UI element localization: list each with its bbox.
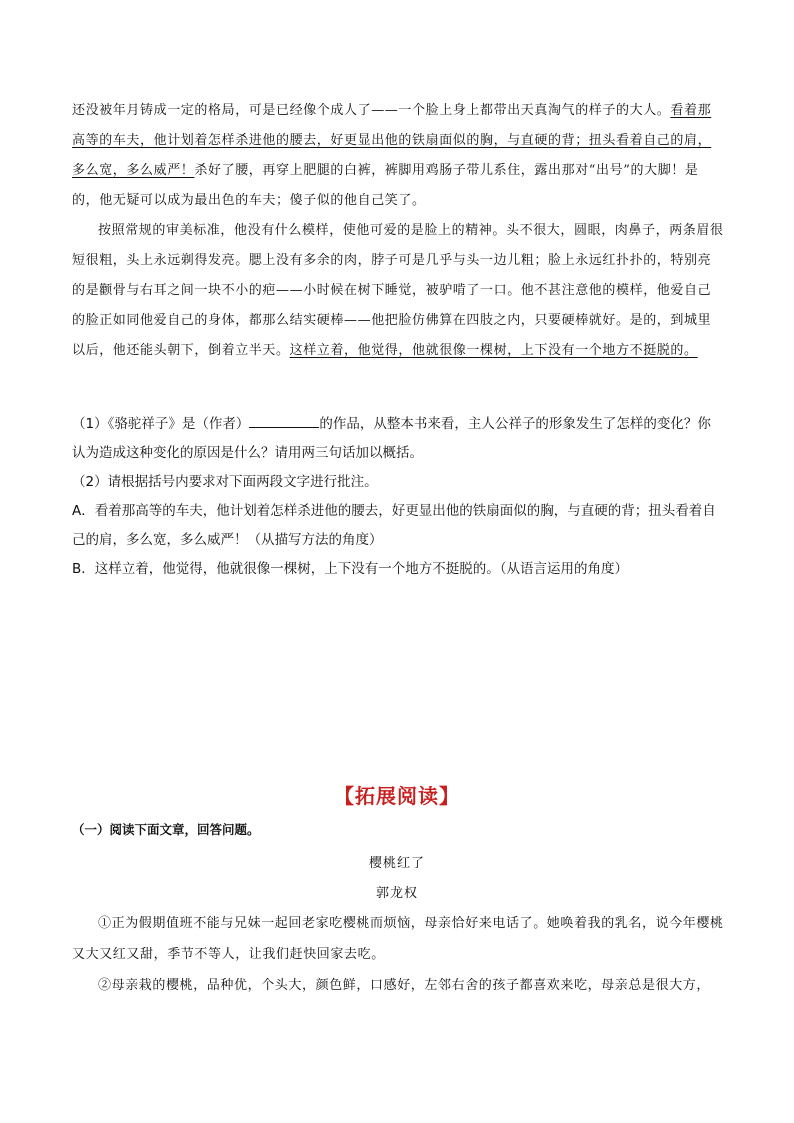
sentence-text: 还没被年月铸成一定的格局，可是已经像个成人了——一个脸上身上都带出天真淘气的样子的大人。 [72,103,671,118]
question-1-suffix: 的作品，从整本书来看，主人公祥子的形象发生了怎样的变化？你认为造成这种变化的原因是什么？请用两三句话加以概括。 [72,416,711,461]
section-title: 【拓展阅读】 [334,784,460,808]
excerpt-paragraph-1 [72,96,724,216]
question-1-prefix: （1）《骆驼祥子》是（作者） [72,416,250,432]
question-1 [72,410,724,468]
sentence-text: 按照常规的审美标准，他没有什么模样，使他可爱的是脸上的精神。头不很大，圆眼，肉鼻子，两条眉很短很粗，头上永远剃得发亮。腮上没有多余的肉，脖子可是几乎与头一边儿粗；脸上永远红扑扑的，特别亮的是颧骨与右耳之间一块不小的疤——小时候在树下睡觉，被驴啃了一口。他不甚注意他的模样，他爱自己的脸正如同他爱自己的身体，都那么结实硬棒——他把脸仿佛算在四肢之内，只要硬棒就好。是的，到城里以后，他还能头朝下，倒着立半天。 [72,223,724,358]
underlined-sentence-a: 看着那高等的车夫，他计划着怎样杀进他的腰去，好更显出他的铁扇面似的胸，与直硬的背；扭头看着自己的肩，多么宽，多么威严！ [72,103,712,178]
section-subhead: （一）阅读下面文章，回答问题。 [72,822,260,837]
article-title: 樱桃红了 [368,856,425,871]
question-2: （2）请根据括号内要求对下面两段文字进行批注。 [72,474,378,490]
answer-blank[interactable] [249,413,319,428]
question-block [72,410,724,584]
article-paragraph-2: ②母亲栽的樱桃，品种优，个头大，颜色鲜，口感好，左邻右舍的孩子都喜欢来吃，母亲总是很大方， [98,978,711,993]
article-body [72,908,724,1001]
novel-excerpt [72,96,724,366]
article-author: 郭龙权 [375,886,418,901]
sentence-text: 杀好了腰，再穿上肥腿的白裤，裤脚用鸡肠子带儿系住，露出那对“出号”的大脚！是的，他无疑可以成为最出色的车夫；傻子似的他自己笑了。 [72,163,699,208]
question-2a: A．看着那高等的车夫，他计划着怎样杀进他的腰去，好更显出他的铁扇面似的胸，与直硬的背；扭头看着自己的肩，多么宽，多么威严！（从描写方法的角度） [72,503,716,548]
excerpt-paragraph-2 [72,216,724,366]
article-paragraph-1: ①正为假期值班不能与兄妹一起回老家吃樱桃而烦恼，母亲恰好来电话了。她唤着我的乳名，说今年樱桃又大又红又甜，季节不等人，让我们赶快回家去吃。 [72,916,724,962]
underlined-sentence-b: 这样立着，他觉得，他就很像一棵树，上下没有一个地方不挺脱的。 [289,343,698,358]
question-2b: B．这样立着，他觉得，他就很像一棵树，上下没有一个地方不挺脱的。（从语言运用的角度） [72,561,629,577]
